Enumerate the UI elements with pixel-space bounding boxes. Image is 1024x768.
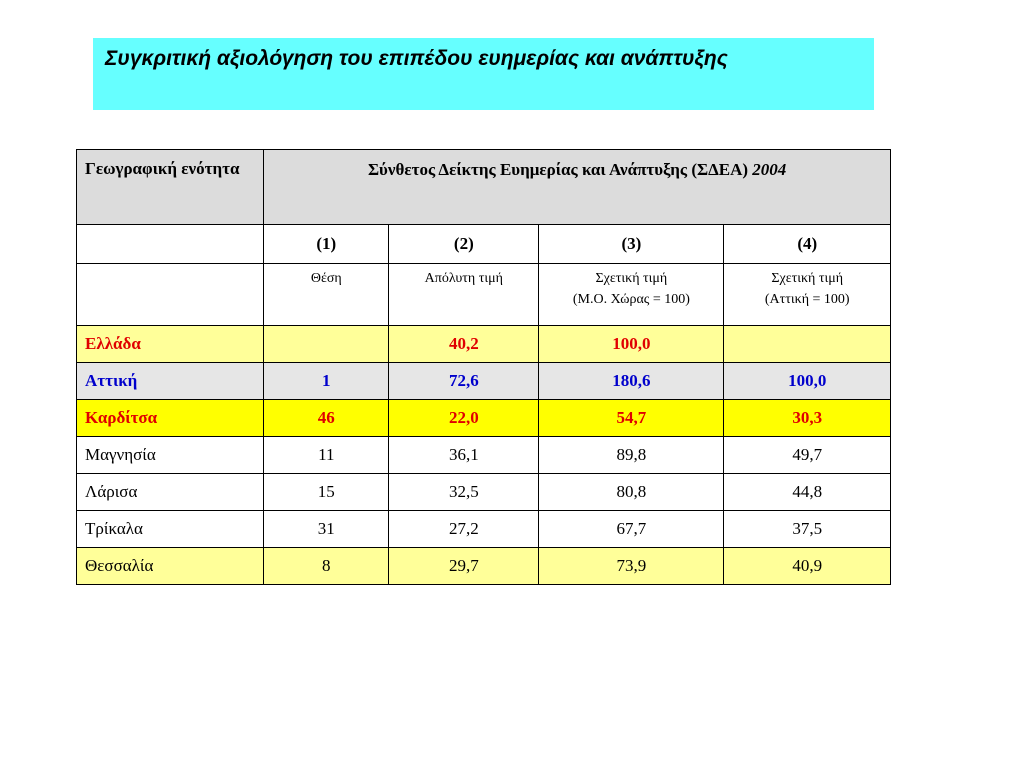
region-column-header <box>77 150 264 225</box>
rel-attica-cell: 49,7 <box>724 437 891 474</box>
absolute-cell: 36,1 <box>389 437 539 474</box>
column-description-line: Σχετική τιμή <box>595 271 668 286</box>
rel-attica-cell: 30,3 <box>724 400 891 437</box>
slide-title: Συγκριτική αξιολόγηση του επιπέδου ευημερίας και ανάπτυξης <box>105 47 728 70</box>
column-description-line: Θέση <box>310 271 342 286</box>
column-description-line: (Μ.Ο. Χώρας = 100) <box>572 292 690 307</box>
rank-cell <box>264 326 389 363</box>
region-cell: Αττική <box>77 363 264 400</box>
region-cell: Ελλάδα <box>77 326 264 363</box>
column-number-1: (1) <box>264 225 389 264</box>
table-row-karditsa <box>77 400 891 437</box>
rel-attica-cell: 37,5 <box>724 511 891 548</box>
column-description-rank <box>264 264 389 326</box>
index-header-year: 2004 <box>752 160 787 179</box>
table-row-greece <box>77 326 891 363</box>
rank-cell: 15 <box>264 474 389 511</box>
table-row-larisa <box>77 474 891 511</box>
rel-country-cell: 180,6 <box>539 363 724 400</box>
absolute-cell: 29,7 <box>389 548 539 585</box>
table-row-thessaly <box>77 548 891 585</box>
column-description-blank <box>77 264 264 326</box>
rel-country-cell: 54,7 <box>539 400 724 437</box>
table-header-row <box>77 150 891 225</box>
rank-cell: 1 <box>264 363 389 400</box>
region-cell: Λάρισα <box>77 474 264 511</box>
rel-country-cell: 80,8 <box>539 474 724 511</box>
region-cell: Θεσσαλία <box>77 548 264 585</box>
rel-attica-cell: 40,9 <box>724 548 891 585</box>
rel-country-cell: 89,8 <box>539 437 724 474</box>
region-cell: Τρίκαλα <box>77 511 264 548</box>
table-row-attica <box>77 363 891 400</box>
title-banner <box>93 38 874 110</box>
column-number-row <box>77 225 891 264</box>
column-description-absolute <box>389 264 539 326</box>
column-description-line: Σχετική τιμή <box>771 271 844 286</box>
column-number-blank <box>77 225 264 264</box>
absolute-cell: 32,5 <box>389 474 539 511</box>
region-header-label: Γεωγραφική ενότητα <box>85 159 240 178</box>
index-column-header <box>264 150 891 225</box>
column-description-rel-country <box>539 264 724 326</box>
index-header-label: Σύνθετος Δείκτης Ευημερίας και Ανάπτυξης (ΣΔΕΑ) <box>367 160 749 179</box>
rank-cell: 46 <box>264 400 389 437</box>
column-number-4: (4) <box>724 225 891 264</box>
column-number-3: (3) <box>539 225 724 264</box>
rel-country-cell: 73,9 <box>539 548 724 585</box>
table-row-magnesia <box>77 437 891 474</box>
absolute-cell: 22,0 <box>389 400 539 437</box>
column-number-2: (2) <box>389 225 539 264</box>
column-description-line: Απόλυτη τιμή <box>424 271 503 286</box>
column-description-line: (Αττική = 100) <box>764 292 850 307</box>
rel-attica-cell: 44,8 <box>724 474 891 511</box>
column-description-rel-attica <box>724 264 891 326</box>
rank-cell: 31 <box>264 511 389 548</box>
rank-cell: 11 <box>264 437 389 474</box>
rel-attica-cell <box>724 326 891 363</box>
table-row-trikala <box>77 511 891 548</box>
rel-attica-cell: 100,0 <box>724 363 891 400</box>
welfare-index-table <box>76 149 891 585</box>
absolute-cell: 40,2 <box>389 326 539 363</box>
region-cell: Καρδίτσα <box>77 400 264 437</box>
region-cell: Μαγνησία <box>77 437 264 474</box>
absolute-cell: 72,6 <box>389 363 539 400</box>
rank-cell: 8 <box>264 548 389 585</box>
absolute-cell: 27,2 <box>389 511 539 548</box>
column-description-row <box>77 264 891 326</box>
rel-country-cell: 67,7 <box>539 511 724 548</box>
rel-country-cell: 100,0 <box>539 326 724 363</box>
